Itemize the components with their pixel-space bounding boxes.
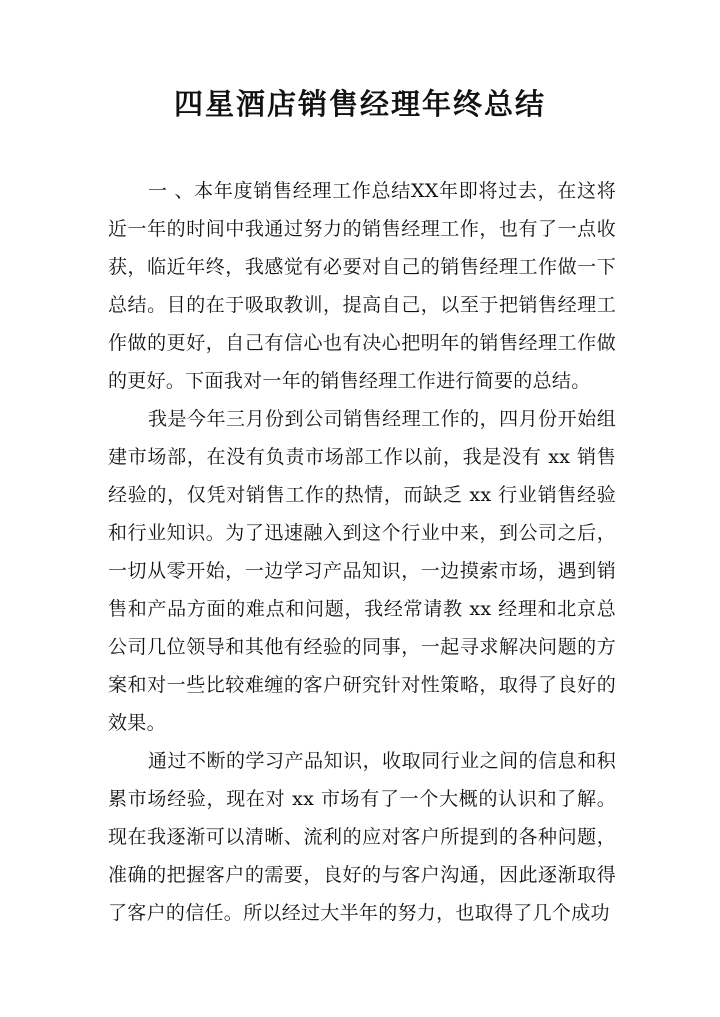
document-body [108, 172, 616, 932]
document-title: 四星酒店销售经理年终总结 [173, 87, 546, 121]
paragraph-2: 我是今年三月份到公司销售经理工作的，四月份开始组建市场部，在没有负责市场部工作以前，我是没有 xx 销售经验的，仅凭对销售工作的热情，而缺乏 xx 行业销售经验和行业知识。为了迅速融入到这个行业中来，到公司之后，一切从零开始，一边学习产品知识，一边摸索市场，遇到销售和产品方面的难点和问题，我经常请教 xx 经理和北京总公司几位领导和其他有经验的同事，一起寻求解决问题的方案和对一些比较难缠的客户研究针对性策略，取得了良好的效果。 [108, 408, 616, 734]
paragraph-1: 一 、本年度销售经理工作总结XX年即将过去，在这将近一年的时间中我通过努力的销售经理工作，也有了一点收获，临近年终，我感觉有必要对自己的销售经理工作做一下总结。目的在于吸取教训，提高自己，以至于把销售经理工作做的更好，自己有信心也有决心把明年的销售经理工作做的更好。下面我对一年的销售经理工作进行简要的总结。 [108, 180, 616, 392]
paragraph-3: 通过不断的学习产品知识，收取同行业之间的信息和积累市场经验，现在对 xx 市场有了一个大概的认识和了解。现在我逐渐可以清晰、流利的应对客户所提到的各种问题，准确的把握客户的需要，良好的与客户沟通，因此逐渐取得了客户的信任。所以经过大半年的努力，也取得了几个成功 [108, 750, 616, 924]
